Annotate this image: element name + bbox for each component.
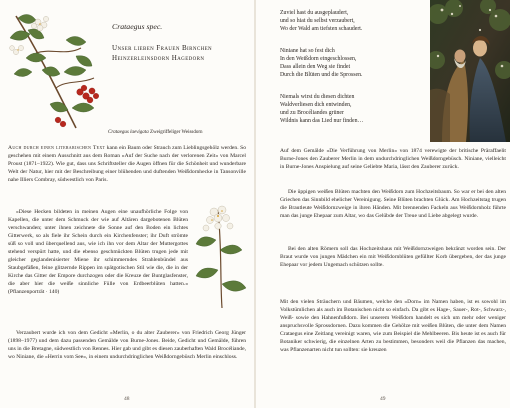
- poem-line: Niemals wirst du diesen dichten: [280, 94, 355, 100]
- page-number-right: 49: [380, 396, 386, 402]
- intro-body: kann ein Baum oder Strauch zum Lieblingsgehölz werden. So geschehen mit einem Ausschnitt aus dem Roman »Auf der Suche nach der verlorenen Zeit« von Marcel Proust (1871–1922). Wie gut, dass uns Schriftsteller die Augen öffnen für die Schönheit und wunderbare Welt der Natur, hier mit der Beschreibung einer blühenden und duftenden Weißdornhecke in Tansonville nahe Illiers Combray, südwestlich von Paris.: [8, 145, 246, 184]
- poem-line: Durch die Blüten und die Sprossen.: [280, 72, 363, 79]
- right-page: [256, 0, 510, 408]
- hawthorn-branch-illustration: [6, 8, 106, 138]
- poem-stanza-3: [280, 93, 363, 125]
- proust-quote-paragraph: »Diese Hecken bildeten in meinen Augen eine unaufhörliche Folge von Kapellen, die unter dem Schmuck der wie auf Altären dargebotenen Blüten verschwanden; unter ihnen zeichnete die Sonne auf den Boden ein lichtes Gitterwerk, so als fiele ihr Schein durch ein Kirchenfenster; ihr Duft strömte süß so voll und überquellend aus, wie ich ihn vor dem Altar der Muttergottes stehend verspürt hatte, und die ebenso geschmückten Blüten trugen jede mit gleicher geglandenisierter Miene ihr schimmerndes Strahlenbündel aus Staubgefäßen, feine glitzernde Rippen im spätgotischen Stil wie die, die in der Kirche das Gitter der Empore durchzogen oder die Kreuze der Buntglasfenster, die aber hier die weiße sinnliche Fülle von Erdbeerblüten hatten.« (Pflanzenporträt · 140): [8, 209, 188, 296]
- page-number-left: 48: [124, 396, 130, 402]
- burne-jones-painting: [430, 0, 510, 142]
- species-name: Crataegus spec.: [112, 22, 163, 31]
- poem-line: und zu Brocéliandes grüner: [280, 110, 344, 117]
- botany-paragraph: Mit den vielen Sträuchern und Bäumen, welche den »Dorn« im Namen haben, ist es sowohl im Volkstümlichen als auch im Botanischen nicht so einfach. Da gibt es Hage-, Sauer-, Rot-, Schwarz-, Weiß- sowie den Hahnenfußdorn. Bei unserem Weißdorn handelt es sich um mehr oder weniger anspruchsvolle Sprossdornen. Dazu kommen die Gehölze mit weißen Blüten, die unter dem Namen Crataegus eine Zeitlang vereinigt waren, wie zum Beispiel die Mehlbeeren. Bis heute ist es auch für Botaniker schwierig, die einzelnen Arten zu bestimmen, besonders weil die Pflanzen das machen, was Pflanzenarten nicht tun sollten: sie kreuzen: [280, 299, 506, 354]
- hawthorn-blossom-illustration: [192, 200, 248, 310]
- wedding-tree-paragraph: Die üppigen weißen Blüten machten den Weißdorn zum Hochzeitsbaum. So war er bei den alten Griechen das Sinnbild ehelicher Vereinigung. Seine Blüten brachten Glück. Am Hochzeitstag trugen die Brautleute Weißdornzweige in ihren Händen. Mit brennenden Fackeln aus Weißdornholz führte man das junge Ehepaar zum Altar, wo das Gelübde der Treue und Liebe abgelegt wurde.: [280, 189, 506, 220]
- poem-line: Wildnis kann das Lied nur finden…: [280, 118, 364, 125]
- intro-paragraph: [8, 144, 246, 184]
- poem-line: und so hiat du selbst verzaubert,: [280, 18, 355, 25]
- caption-latin-name: Crataegus laevigata: [108, 130, 149, 135]
- poem-line: Waldverliesen dich entwinden,: [280, 102, 352, 109]
- poem-stanza-2: [280, 47, 362, 79]
- poem-line: Niniane hat so fest dich: [280, 48, 335, 54]
- poem-line: Dass allein den Weg sie findet: [280, 64, 351, 71]
- folk-names-heading: Unser lieben Frauen Birnchen Heinzerleinsdorn Hagedorn: [112, 44, 213, 62]
- poem-stanza-1: [280, 9, 362, 33]
- juenger-paragraph: Verzaubert wurde ich von dem Gedicht »Merlin, o du alter Zauberer« von Friedrich Georg Jünger (1898–1977) und dem dazu passenden Gemälde von Burne-Jones. Beide, Gedicht und Gemälde, führen uns in die Bretagne, südwestlich von Rennes. Hier gab und gibt es diesen zauberhaften Wald Brocéliande, wo Niniane, die »Herrin vom See«, in einem undurchdringlichen Weißdorngebüsch Merlin einschloss.: [8, 330, 246, 361]
- intro-lead-smallcaps: Auch durch einen literarischen Text: [8, 145, 106, 151]
- roman-wedding-paragraph: Bei den alten Römern soll das Hochzeitshaus mit Weißdornzweigen bekränzt worden sein. Der Braut wurde von jungen Mädchen ein mit Weißdornblüten gefüllter Korb übergeben, der das junge Ehepaar vor jedem Ungemach schützen sollte.: [280, 246, 506, 269]
- left-page: [0, 0, 254, 408]
- poem-line: Zuviel hast du ausgeplaudert,: [280, 10, 349, 16]
- caption-common-name: Zweigriffeliger Weissdorn: [149, 130, 203, 135]
- poem-line: In den Weißdorn eingeschlossen,: [280, 56, 357, 63]
- illustration-caption: [108, 130, 203, 135]
- painting-paragraph: Auf dem Gemälde »Die Verführung von Merlin« von 1874 verewigte der britische Präraffaelit Burne-Jones den Zauberer Merlin in dem undurchdringlichen Weißdorngebüsch. Niniane, vielleicht in Burne-Jones Anspielung auf seine Geliebte Maria, lässt den Zauberer zurück.: [280, 148, 506, 171]
- poem-line: Wo der Wald am tiefsten schaudert.: [280, 26, 363, 33]
